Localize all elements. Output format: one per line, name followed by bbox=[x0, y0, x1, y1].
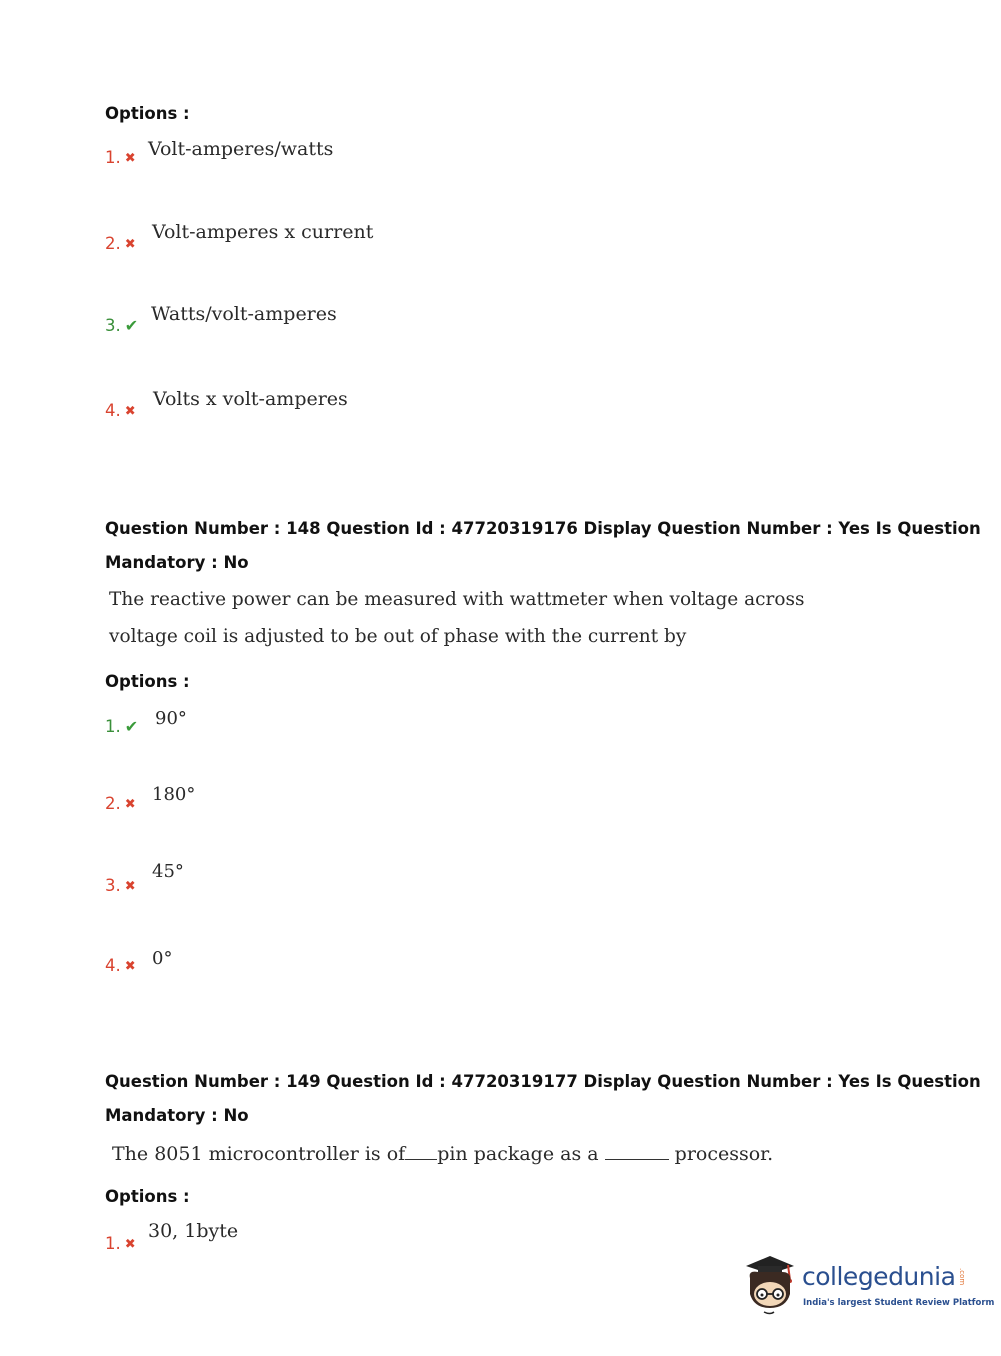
question-mandatory: Mandatory : No bbox=[105, 1106, 249, 1125]
wrong-mark-icon: ✖ bbox=[124, 404, 136, 419]
option-text: Watts/volt-amperes bbox=[151, 303, 337, 325]
options-label: Options : bbox=[105, 1187, 190, 1206]
wrong-mark-icon: ✖ bbox=[124, 151, 136, 166]
option-text: 45° bbox=[152, 861, 184, 882]
option-number: 3. ✖ bbox=[105, 876, 136, 895]
question-header: Question Number : 149 Question Id : 47720319177 Display Question Number : Yes Is Question bbox=[105, 1072, 981, 1091]
mascot-icon bbox=[740, 1250, 802, 1316]
option-number: 3. ✔ bbox=[105, 316, 139, 335]
collegedunia-logo[interactable] bbox=[740, 1250, 995, 1320]
option-number: 1. ✖ bbox=[105, 1234, 136, 1253]
option-text: 90° bbox=[155, 708, 187, 729]
check-mark-icon: ✔ bbox=[124, 316, 139, 335]
question-header: Question Number : 148 Question Id : 47720319176 Display Question Number : Yes Is Question bbox=[105, 519, 981, 538]
option-number: 1. ✔ bbox=[105, 717, 139, 736]
option-text: 0° bbox=[152, 948, 173, 969]
option-number: 2. ✖ bbox=[105, 234, 136, 253]
option-text: Volt-amperes/watts bbox=[148, 138, 334, 160]
option-number: 4. ✖ bbox=[105, 956, 136, 975]
question-text: The 8051 microcontroller is of pin package as a processor. bbox=[112, 1143, 774, 1165]
check-mark-icon: ✔ bbox=[124, 717, 139, 736]
option-number: 2. ✖ bbox=[105, 794, 136, 813]
logo-suffix: .com bbox=[958, 1268, 966, 1286]
option-text: Volt-amperes x current bbox=[152, 221, 374, 243]
wrong-mark-icon: ✖ bbox=[124, 237, 136, 252]
option-text: 180° bbox=[152, 784, 196, 805]
wrong-mark-icon: ✖ bbox=[124, 879, 136, 894]
options-label: Options : bbox=[105, 672, 190, 691]
wrong-mark-icon: ✖ bbox=[124, 797, 136, 812]
option-text: 30, 1byte bbox=[148, 1220, 239, 1242]
option-number: 4. ✖ bbox=[105, 401, 136, 420]
answer-blank bbox=[405, 1158, 437, 1160]
option-number: 1. ✖ bbox=[105, 148, 136, 167]
question-text: voltage coil is adjusted to be out of phase with the current by bbox=[109, 626, 687, 647]
wrong-mark-icon: ✖ bbox=[124, 1237, 136, 1252]
logo-wordmark: collegedunia bbox=[802, 1262, 956, 1291]
question-text: The reactive power can be measured with wattmeter when voltage across bbox=[109, 589, 805, 610]
option-text: Volts x volt-amperes bbox=[153, 388, 348, 410]
logo-tagline: India's largest Student Review Platform bbox=[803, 1298, 995, 1308]
answer-blank bbox=[605, 1158, 669, 1160]
question-mandatory: Mandatory : No bbox=[105, 553, 249, 572]
options-label: Options : bbox=[105, 104, 190, 123]
wrong-mark-icon: ✖ bbox=[124, 959, 136, 974]
